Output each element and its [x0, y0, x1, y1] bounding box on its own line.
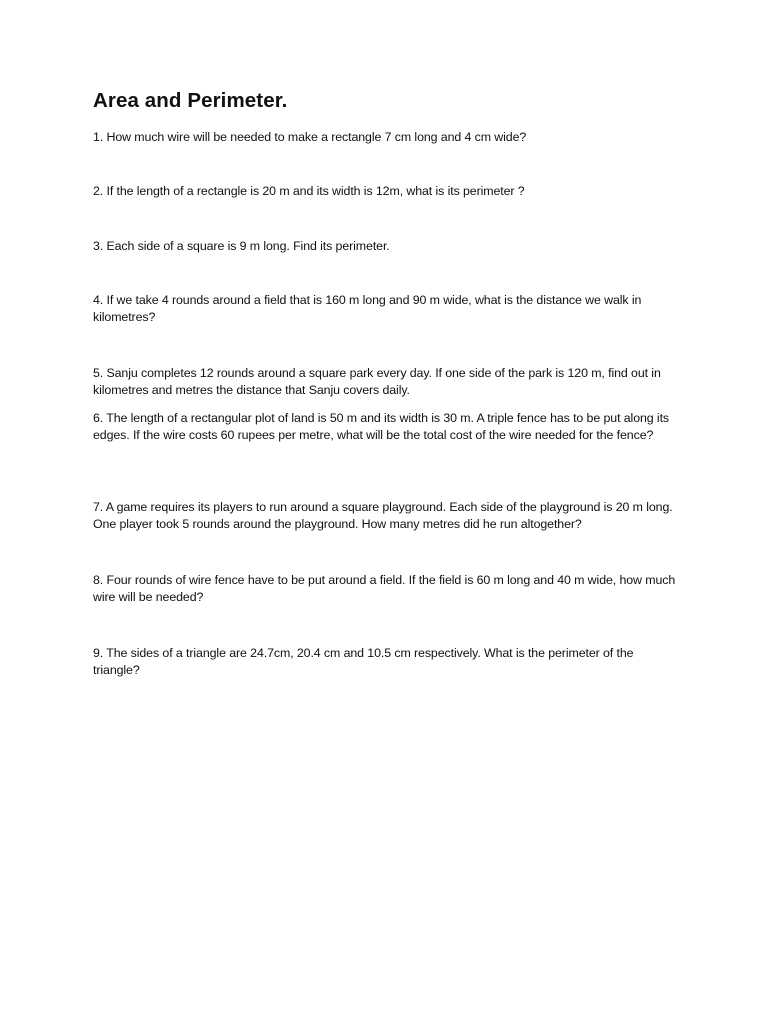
question-7: 7. A game requires its players to run around a square playground. Each side of the playground is 20 m long. One player took 5 rounds around the playground. How many metres did he run altogether? — [93, 500, 673, 531]
page-title: Area and Perimeter. — [93, 89, 288, 112]
question-2: 2. If the length of a rectangle is 20 m and its width is 12m, what is its perimeter ? — [93, 184, 525, 198]
question-3: 3. Each side of a square is 9 m long. Find its perimeter. — [93, 239, 390, 253]
question-5: 5. Sanju completes 12 rounds around a square park every day. If one side of the park is 120 m, find out in kilometres and metres the distance that Sanju covers daily. — [93, 366, 661, 397]
question-9: 9. The sides of a triangle are 24.7cm, 20.4 cm and 10.5 cm respectively. What is the perimeter of the triangle? — [93, 646, 634, 677]
question-8: 8. Four rounds of wire fence have to be put around a field. If the field is 60 m long and 40 m wide, how much wire will be needed? — [93, 573, 676, 604]
question-1: 1. How much wire will be needed to make a rectangle 7 cm long and 4 cm wide? — [93, 130, 527, 144]
question-6: 6. The length of a rectangular plot of land is 50 m and its width is 30 m. A triple fence has to be put along its edges. If the wire costs 60 rupees per metre, what will be the total cost of the wire needed for the fence? — [93, 411, 670, 442]
question-4: 4. If we take 4 rounds around a field that is 160 m long and 90 m wide, what is the distance we walk in kilometres? — [93, 293, 642, 324]
